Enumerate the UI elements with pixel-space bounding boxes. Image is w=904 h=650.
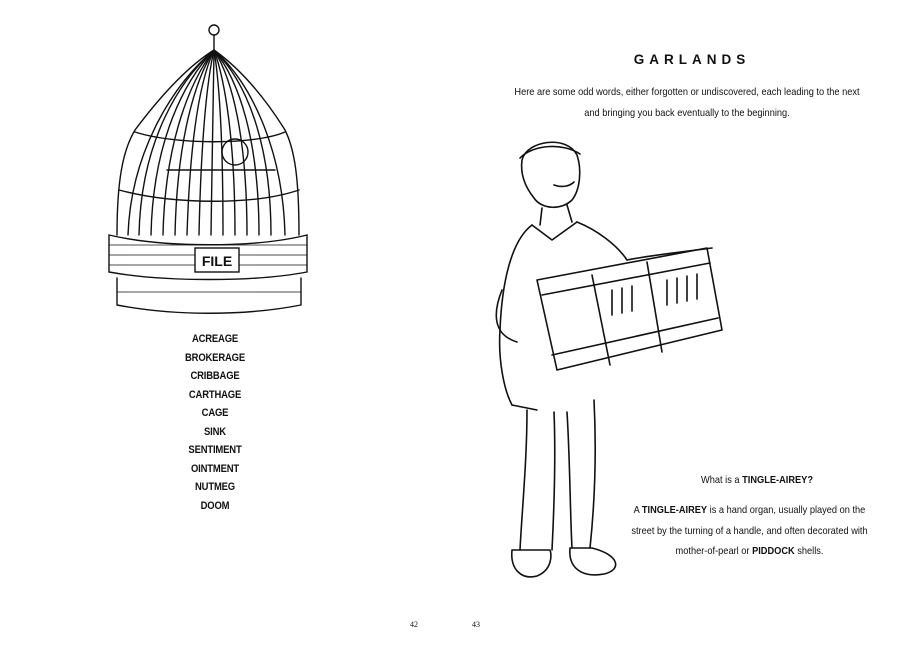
cage-nameplate-text: FILE (201, 253, 233, 269)
list-item: CARTHAGE (188, 388, 242, 401)
answer-prefix: A (633, 504, 642, 516)
intro-line: and bringing you back eventually to the beginning. (584, 107, 790, 119)
word-garland-list (151, 330, 280, 515)
list-item: OINTMENT (190, 462, 240, 475)
list-item: SENTIMENT (188, 444, 242, 456)
birdcage-illustration (95, 20, 320, 320)
answer-line (624, 500, 875, 521)
right-page (452, 0, 904, 650)
page-title: GARLANDS (633, 52, 751, 67)
intro-line: Here are some odd words, either forgotten or undiscovered, each leading to the next (514, 86, 860, 98)
intro-text (502, 82, 872, 124)
list-item: CRIBBAGE (190, 370, 240, 382)
answer-term: TINGLE-AIREY (641, 504, 708, 516)
question-text (638, 474, 876, 486)
page-number-right: 43 (472, 620, 480, 629)
list-item: DOOM (200, 499, 230, 512)
list-item: SINK (204, 425, 226, 438)
answer-line: street by the turning of a handle, and often decorated with (631, 524, 868, 537)
list-item: NUTMEG (195, 481, 235, 493)
answer-text (624, 500, 875, 562)
answer-line1-rest: is a hand organ, usually played on the (707, 504, 866, 516)
question-term: TINGLE-AIREY? (742, 474, 813, 486)
list-item: ACREAGE (191, 333, 239, 345)
answer-line3-prefix: mother-of-pearl or (675, 545, 753, 557)
list-item: CAGE (201, 407, 229, 419)
answer-line (624, 541, 875, 562)
list-item: BROKERAGE (185, 351, 245, 364)
page-number-left: 42 (410, 620, 418, 629)
answer-line3-suffix: shells. (794, 545, 824, 557)
question-prefix: What is a (701, 474, 743, 486)
answer-term2: PIDDOCK (752, 545, 795, 557)
